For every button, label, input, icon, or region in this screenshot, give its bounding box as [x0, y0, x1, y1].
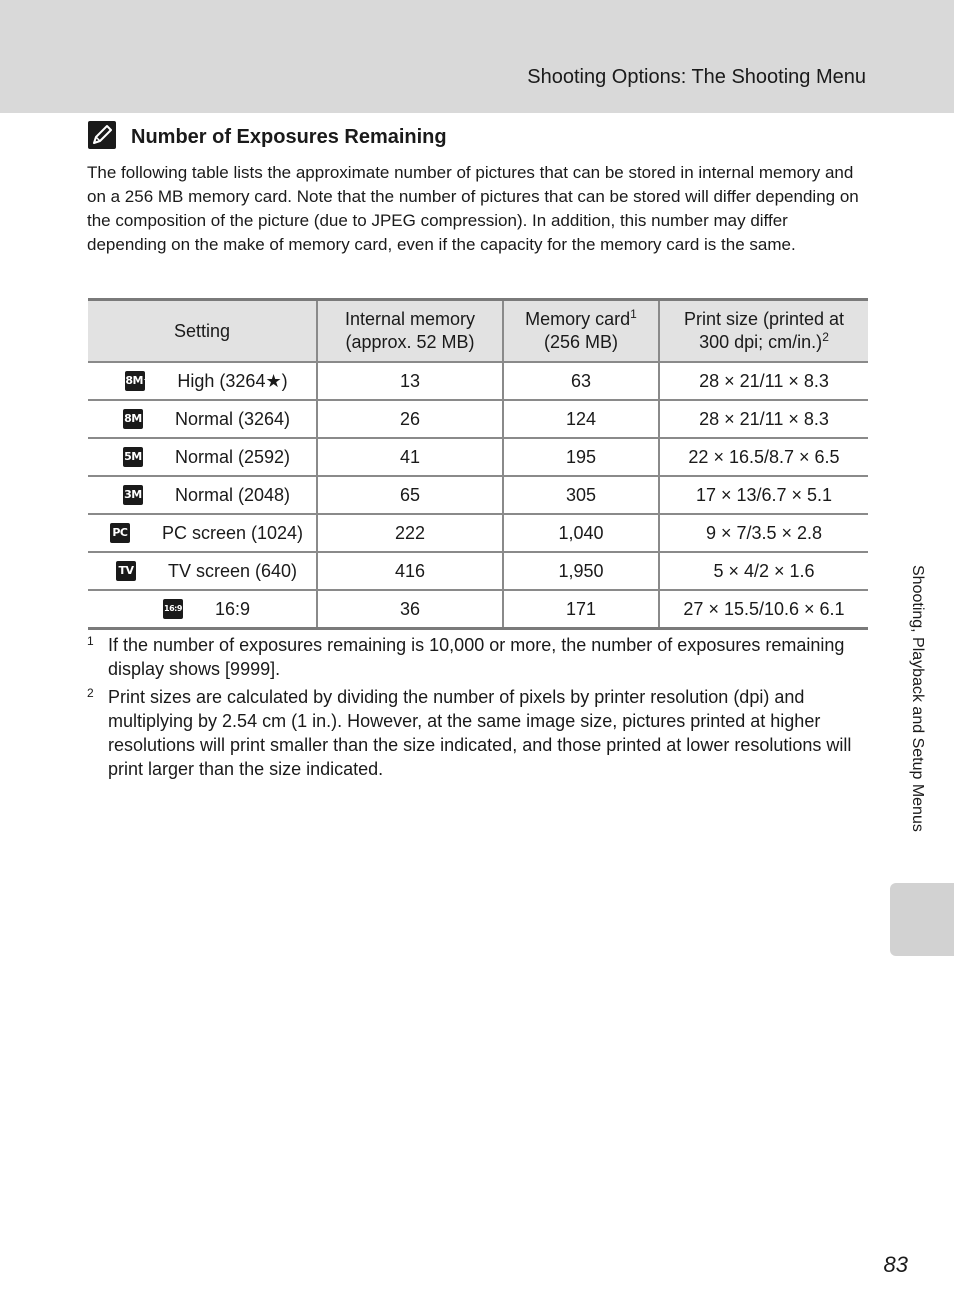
header-setting: Setting: [88, 300, 317, 363]
internal-memory-value: 222: [317, 514, 503, 552]
setting-label: PC screen (1024): [161, 522, 304, 543]
footnote-2: [87, 685, 867, 781]
print-size-value: 28 × 21/11 × 8.3: [659, 362, 868, 400]
setting-label: Normal (3264): [174, 408, 291, 429]
table-row: [88, 438, 868, 476]
print-size-value: 27 × 15.5/10.6 × 6.1: [659, 590, 868, 629]
table-row: [88, 476, 868, 514]
setting-label: 16:9: [214, 598, 251, 619]
table-row: [88, 362, 868, 400]
internal-memory-value: 65: [317, 476, 503, 514]
print-size-value: 5 × 4/2 × 1.6: [659, 552, 868, 590]
print-size-value: 28 × 21/11 × 8.3: [659, 400, 868, 438]
print-size-value: 22 × 16.5/8.7 × 6.5: [659, 438, 868, 476]
image-mode-pc-icon: PC: [110, 523, 130, 543]
memory-card-value: 305: [503, 476, 659, 514]
table-row: [88, 514, 868, 552]
footnotes: [87, 633, 867, 785]
image-mode-8m-high-icon: 8M★: [125, 371, 145, 391]
internal-memory-value: 41: [317, 438, 503, 476]
intro-paragraph: The following table lists the approximate number of pictures that can be stored in internal memory and on a 256 MB memory card. Note that the number of pictures that can be stored will differ depending on the composition of the picture (due to JPEG compression). In addition, this number may differ depending on the make of memory card, even if the capacity for the memory card is the same.: [87, 163, 859, 254]
pencil-note-icon: [88, 121, 116, 149]
table-header-row: [88, 300, 868, 363]
table-row: [88, 590, 868, 629]
memory-card-value: 124: [503, 400, 659, 438]
footnote-text: Print sizes are calculated by dividing the number of pixels by printer resolution (dpi) and multiplying by 2.54 cm (1 in.). However, at the same image size, pictures printed at higher resolutions will print smaller than the size indicated, and those printed at lower resolutions will print larger than the size indicated.: [108, 687, 852, 779]
image-mode-tv-icon: TV: [116, 561, 136, 581]
header-band: [0, 0, 954, 113]
memory-card-value: 195: [503, 438, 659, 476]
table-row: [88, 400, 868, 438]
setting-label: High (3264★): [177, 370, 288, 391]
internal-memory-value: 13: [317, 362, 503, 400]
internal-memory-value: 36: [317, 590, 503, 629]
internal-memory-value: 416: [317, 552, 503, 590]
header-print-size: Print size (printed at 300 dpi; cm/in.)$^2$: [659, 300, 868, 363]
page-number: 83: [883, 1252, 908, 1277]
print-size-value: 9 × 7/3.5 × 2.8: [659, 514, 868, 552]
print-size-value: 17 × 13/6.7 × 5.1: [659, 476, 868, 514]
header-internal-memory: Internal memory (approx. 52 MB): [317, 300, 503, 363]
memory-card-value: 171: [503, 590, 659, 629]
memory-card-value: 1,040: [503, 514, 659, 552]
memory-card-value: 1,950: [503, 552, 659, 590]
image-mode-16-9-icon: 16:9: [163, 599, 183, 619]
image-mode-5m-icon: 5M: [123, 447, 143, 467]
image-mode-3m-icon: 3M: [123, 485, 143, 505]
setting-label: Normal (2592): [174, 446, 291, 467]
section-thumb-tab: [890, 883, 954, 956]
section-side-label: Shooting, Playback and Setup Menus: [909, 565, 926, 832]
header-memory-card: Memory card$^1$ (256 MB): [503, 300, 659, 363]
page-header-title: Shooting Options: The Shooting Menu: [527, 66, 866, 88]
memory-card-value: 63: [503, 362, 659, 400]
footnote-text: If the number of exposures remaining is 10,000 or more, the number of exposures remaining display shows [9999].: [108, 635, 845, 679]
footnote-ref-1: 1: [630, 307, 637, 321]
internal-memory-value: 26: [317, 400, 503, 438]
footnote-mark: 2: [87, 686, 94, 700]
setting-label: TV screen (640): [167, 560, 298, 581]
footnote-1: [87, 633, 867, 681]
exposures-table: [88, 298, 868, 630]
image-mode-8m-icon: 8M: [123, 409, 143, 429]
setting-label: Normal (2048): [174, 484, 291, 505]
footnote-mark: 1: [87, 634, 94, 648]
table-row: [88, 552, 868, 590]
footnote-ref-2: 2: [822, 330, 829, 344]
note-title: Number of Exposures Remaining: [131, 126, 447, 148]
